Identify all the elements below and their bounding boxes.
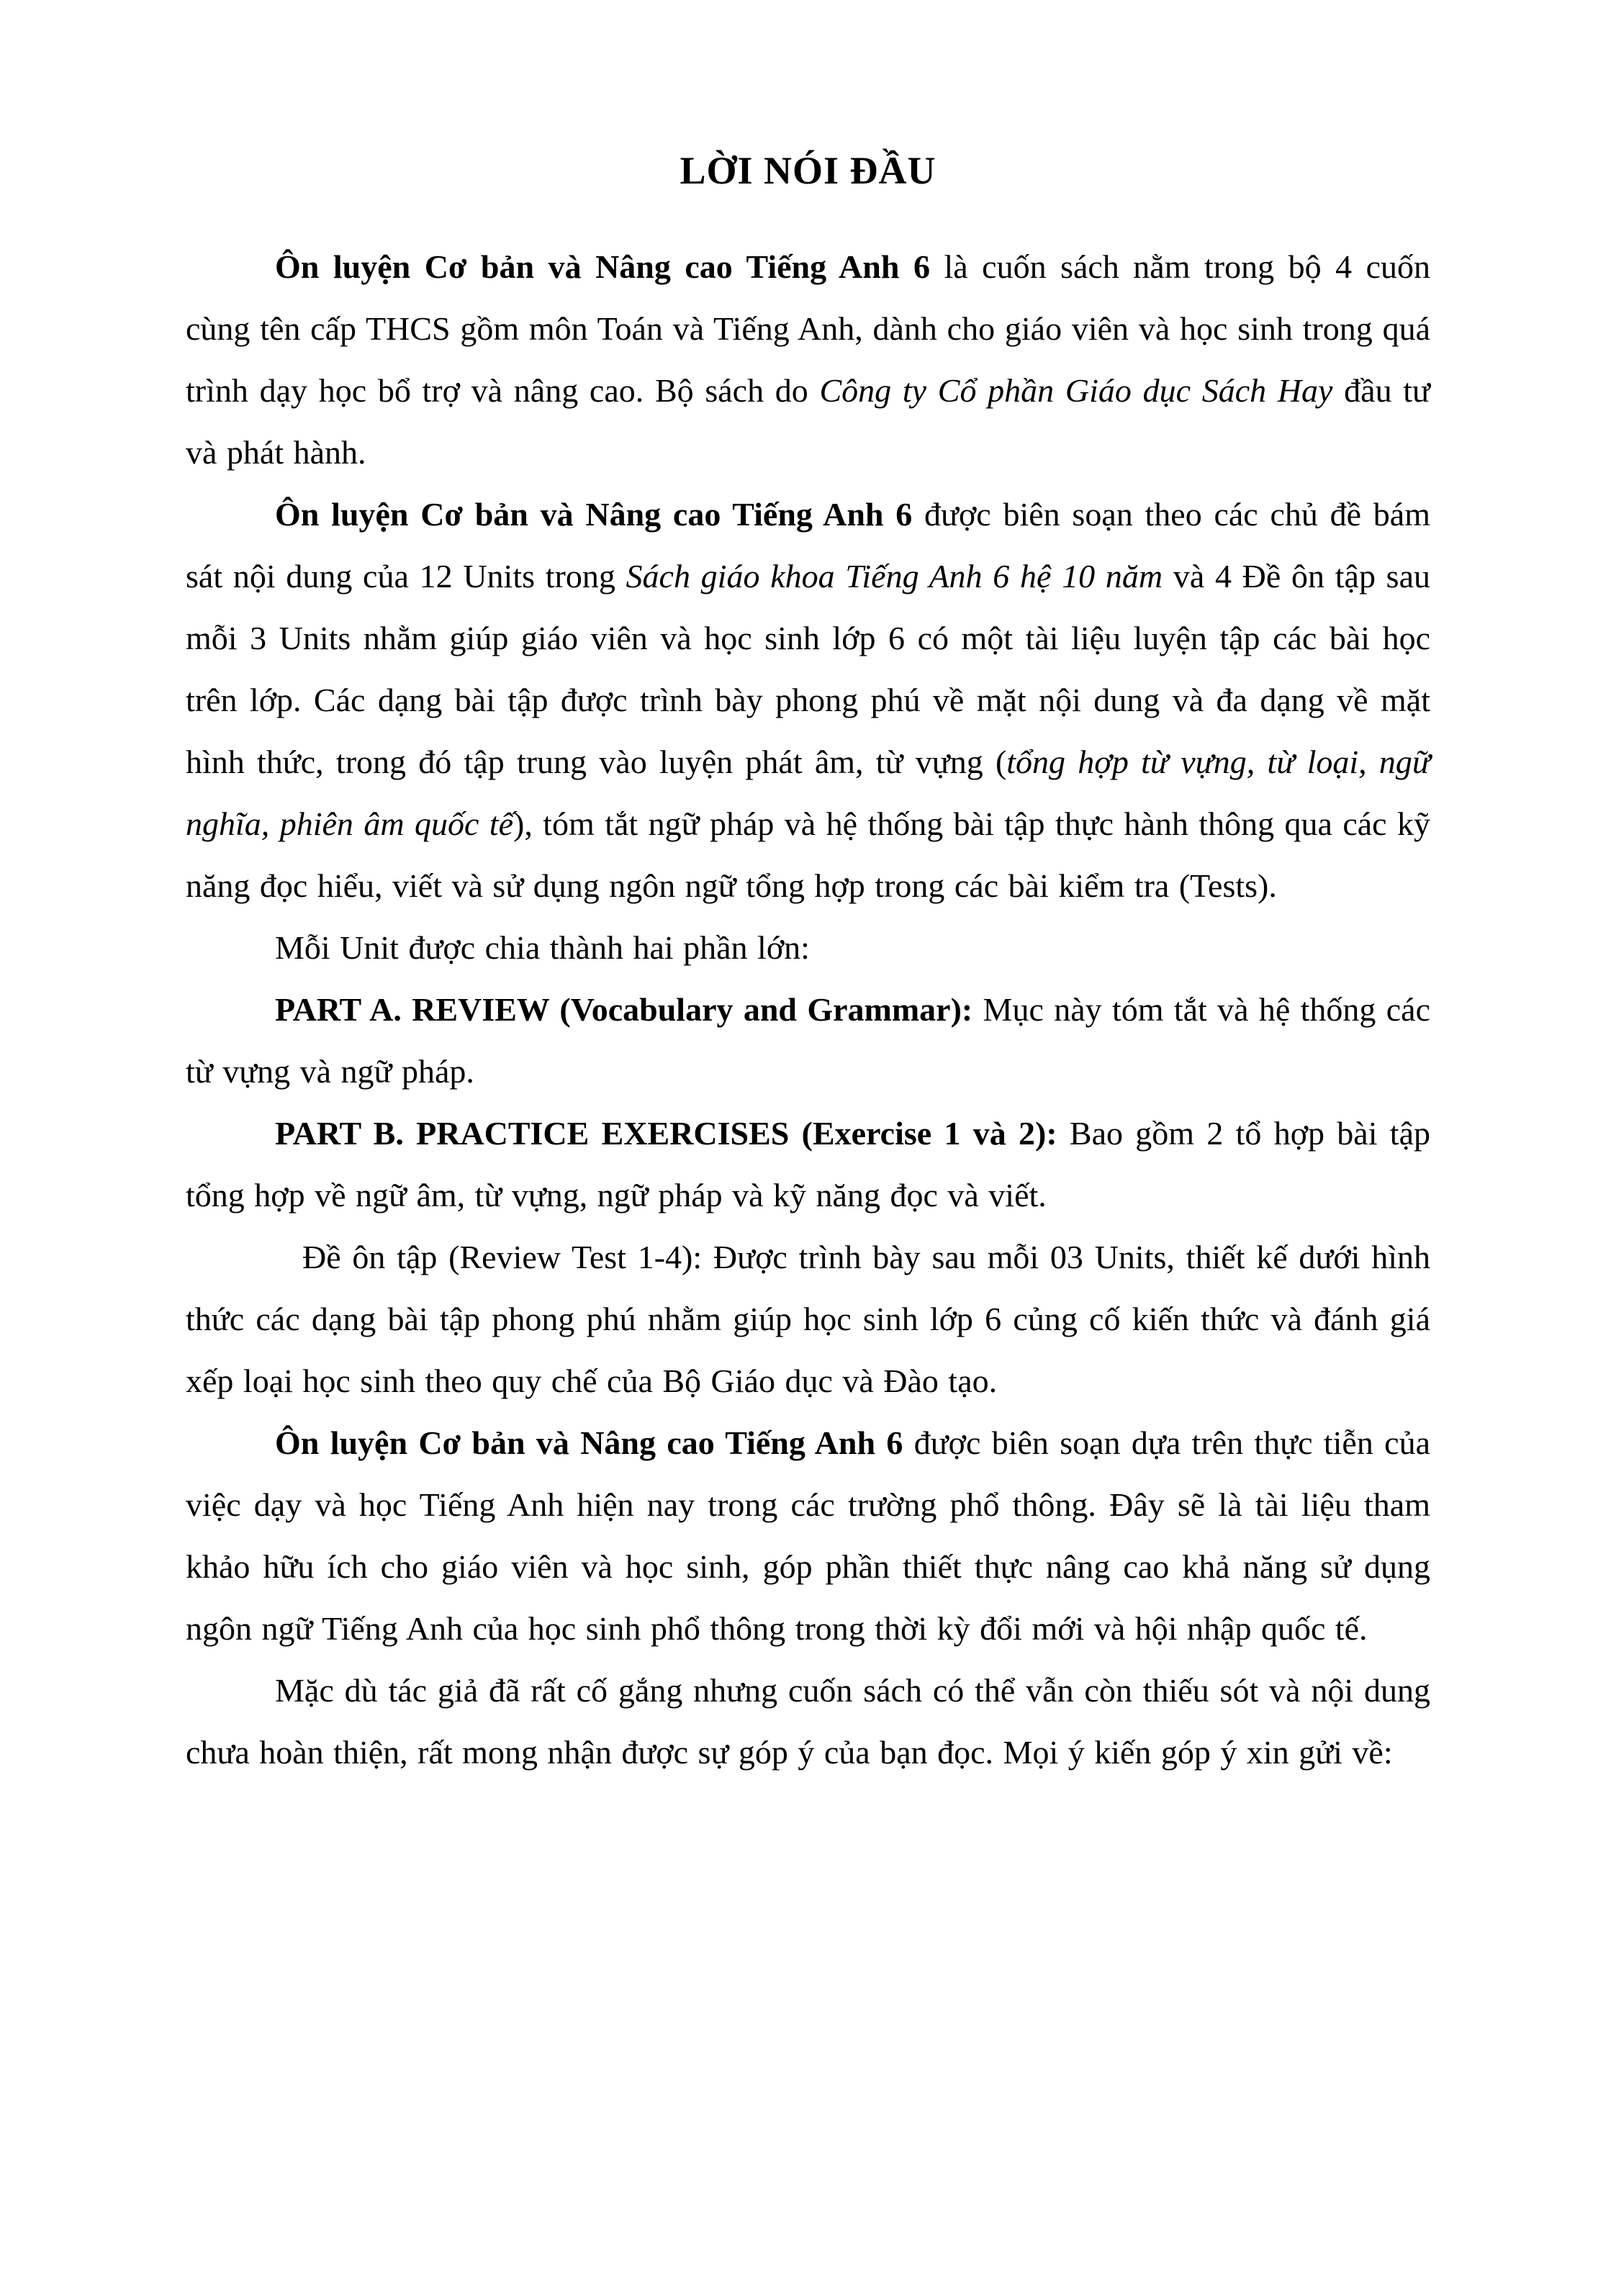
page-title: LỜI NÓI ĐẦU: [680, 149, 936, 192]
paragraph: [186, 917, 1430, 979]
text-segment-bold: Ôn luyện Cơ bản và Nâng cao Tiếng Anh 6: [275, 248, 930, 285]
text-segment-normal: ), tóm tắt ngữ pháp và hệ thống bài tập thực hành thông qua các kỹ năng đọc hiểu, viết và sử dụng ngôn ngữ tổng hợp trong các bài kiểm tra (Tests).: [186, 805, 1430, 904]
paragraph: [186, 1412, 1430, 1660]
text-segment-normal: Mặc dù tác giả đã rất cố gắng nhưng cuốn sách có thể vẫn còn thiếu sót và nội dung chưa hoàn thiện, rất mong nhận được sự góp ý của bạn đọc. Mọi ý kiến góp ý xin gửi về:: [186, 1671, 1430, 1771]
text-segment-normal: là cuốn sách nằm trong bộ 4 cuốn cùng tên cấp THCS gồm môn Toán và Tiếng Anh, dành cho giáo viên và học sinh trong quá trình dạy học bổ trợ và nâng cao. Bộ sách do: [186, 248, 1431, 409]
paragraph: [186, 1103, 1430, 1226]
text-segment-bold: Ôn luyện Cơ bản và Nâng cao Tiếng Anh 6: [275, 495, 913, 533]
text-segment-normal: Mục này tóm tắt và hệ thống các từ vựng và ngữ pháp.: [186, 990, 1431, 1090]
text-segment-normal: đầu tư và phát hành.: [186, 371, 1430, 471]
paragraph: [186, 484, 1430, 917]
document-body: [186, 236, 1430, 1784]
text-segment-italic: tổng hợp từ vựng, từ loại, ngữ nghĩa, phiên âm quốc tế: [186, 743, 1430, 842]
text-segment-bold: Ôn luyện Cơ bản và Nâng cao Tiếng Anh 6: [275, 1424, 903, 1461]
text-segment-normal: và 4 Đề ôn tập sau mỗi 3 Units nhằm giúp giáo viên và học sinh lớp 6 có một tài liệu luyện tập các bài học trên lớp. Các dạng bài tập được trình bày phong phú về mặt nội dung và đa dạng về mặt hình thức, trong đó tập trung vào luyện phát âm, từ vựng (: [186, 557, 1430, 780]
text-segment-normal: Đề ôn tập (Review Test 1-4): Được trình bày sau mỗi 03 Units, thiết kế dưới hình thức các dạng bài tập phong phú nhằm giúp học sinh lớp 6 củng cố kiến thức và đánh giá xếp loại học sinh theo quy chế của Bộ Giáo dục và Đào tạo.: [186, 1238, 1430, 1399]
text-segment-normal: Mỗi Unit được chia thành hai phần lớn:: [275, 928, 810, 966]
text-segment-normal: được biên soạn theo các chủ đề bám sát nội dung của 12 Units trong: [186, 495, 1431, 595]
text-segment-italic: Công ty Cổ phần Giáo dục Sách Hay: [819, 371, 1333, 409]
paragraph: [186, 236, 1430, 484]
paragraph: [186, 1226, 1430, 1412]
text-segment-italic: Sách giáo khoa Tiếng Anh 6 hệ 10 năm: [626, 557, 1163, 595]
text-segment-bold: PART A. REVIEW (Vocabulary and Grammar):: [275, 990, 973, 1028]
paragraph: [186, 979, 1430, 1103]
text-segment-normal: Bao gồm 2 tổ hợp bài tập tổng hợp về ngữ âm, từ vựng, ngữ pháp và kỹ năng đọc và viết.: [186, 1114, 1430, 1213]
text-segment-bold: PART B. PRACTICE EXERCISES (Exercise 1 và 2):: [275, 1114, 1057, 1152]
text-segment-normal: được biên soạn dựa trên thực tiễn của việc dạy và học Tiếng Anh hiện nay trong các trường phổ thông. Đây sẽ là tài liệu tham khảo hữu ích cho giáo viên và học sinh, góp phần thiết thực nâng cao khả năng sử dụng ngôn ngữ Tiếng Anh của học sinh phổ thông trong thời kỳ đổi mới và hội nhập quốc tế.: [186, 1424, 1430, 1647]
paragraph: [186, 1660, 1430, 1784]
